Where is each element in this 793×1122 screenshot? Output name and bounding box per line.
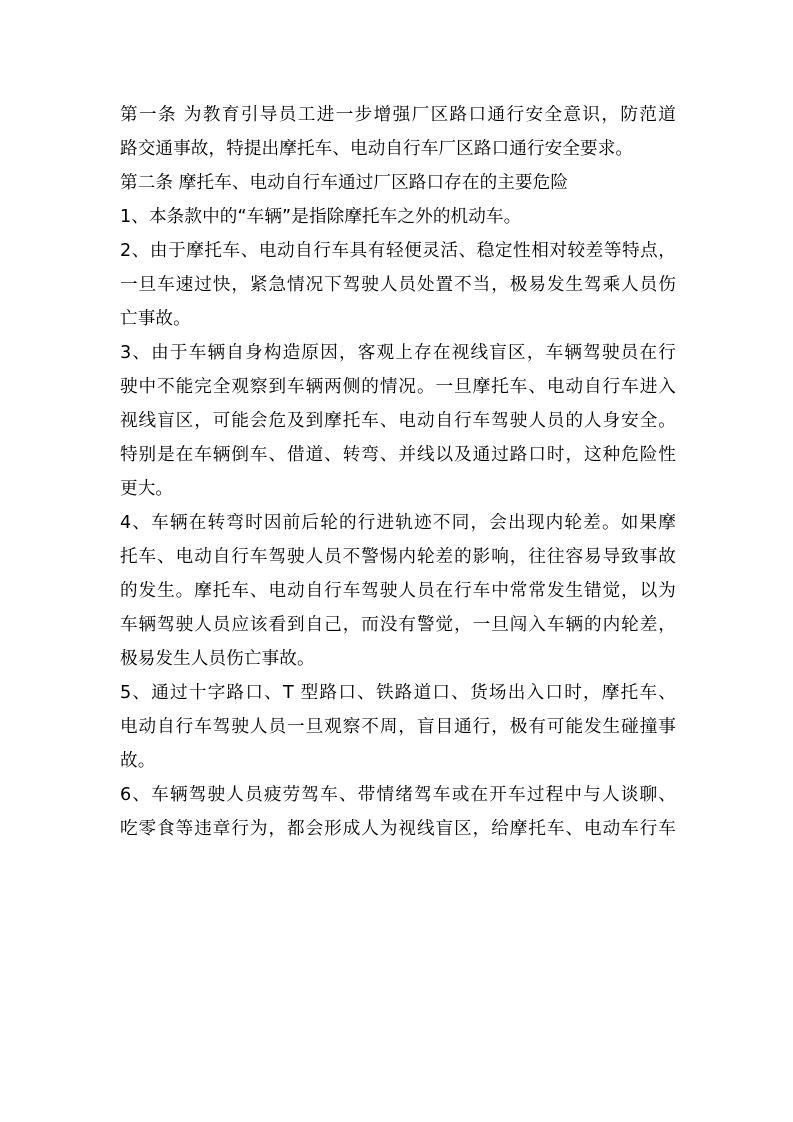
text-line: 故。 <box>120 751 156 771</box>
text-line: 托车、电动自行车驾驶人员不警惕内轮差的影响，往往容易导致事故 <box>120 547 676 567</box>
text-line: 更大。 <box>120 479 174 499</box>
text-line: 2、由于摩托车、电动自行车具有轻便灵活、稳定性相对较差等特点， <box>120 241 676 261</box>
list-item-2 <box>120 234 676 336</box>
text-line: 4、车辆在转弯时因前后轮的行进轨迹不同，会出现内轮差。如果摩 <box>120 513 676 533</box>
text-line: 3、由于车辆自身构造原因，客观上存在视线盲区，车辆驾驶员在行 <box>120 343 676 363</box>
text-line: 视线盲区，可能会危及到摩托车、电动自行车驾驶人员的人身安全。 <box>120 411 676 431</box>
list-item-4 <box>120 506 676 676</box>
text-line: 5、通过十字路口、T 型路口、铁路道口、货场出入口时，摩托车、 <box>120 683 676 703</box>
article-2-heading <box>120 166 676 200</box>
text-line: 的发生。摩托车、电动自行车驾驶人员在行车中常常发生错觉，以为 <box>120 581 676 601</box>
text-line: 路交通事故，特提出摩托车、电动自行车厂区路口通行安全要求。 <box>120 139 634 159</box>
text-line: 第一条 为教育引导员工进一步增强厂区路口通行安全意识，防范道 <box>120 105 676 125</box>
text-line: 电动自行车驾驶人员一旦观察不周，盲目通行，极有可能发生碰撞事 <box>120 717 676 737</box>
article-1-paragraph <box>120 98 676 166</box>
text-line: 6、车辆驾驶人员疲劳驾车、带情绪驾车或在开车过程中与人谈聊、 <box>120 785 676 805</box>
text-line: 1、本条款中的“车辆”是指除摩托车之外的机动车。 <box>120 207 522 227</box>
document-page <box>120 98 676 846</box>
text-line: 车辆驾驶人员应该看到自己，而没有警觉，一旦闯入车辆的内轮差， <box>120 615 676 635</box>
list-item-3 <box>120 336 676 506</box>
list-item-6 <box>120 778 676 846</box>
text-line: 极易发生人员伤亡事故。 <box>120 649 315 669</box>
text-line: 一旦车速过快，紧急情况下驾驶人员处置不当，极易发生驾乘人员伤 <box>120 275 676 295</box>
text-line: 亡事故。 <box>120 309 191 329</box>
list-item-1 <box>120 200 676 234</box>
text-line: 第二条 摩托车、电动自行车通过厂区路口存在的主要危险 <box>120 173 569 193</box>
list-item-5 <box>120 676 676 778</box>
text-line: 特别是在车辆倒车、借道、转弯、并线以及通过路口时，这种危险性 <box>120 445 676 465</box>
text-line: 吃零食等违章行为，都会形成人为视线盲区，给摩托车、电动车行车 <box>120 819 676 839</box>
text-line: 驶中不能完全观察到车辆两侧的情况。一旦摩托车、电动自行车进入 <box>120 377 676 397</box>
